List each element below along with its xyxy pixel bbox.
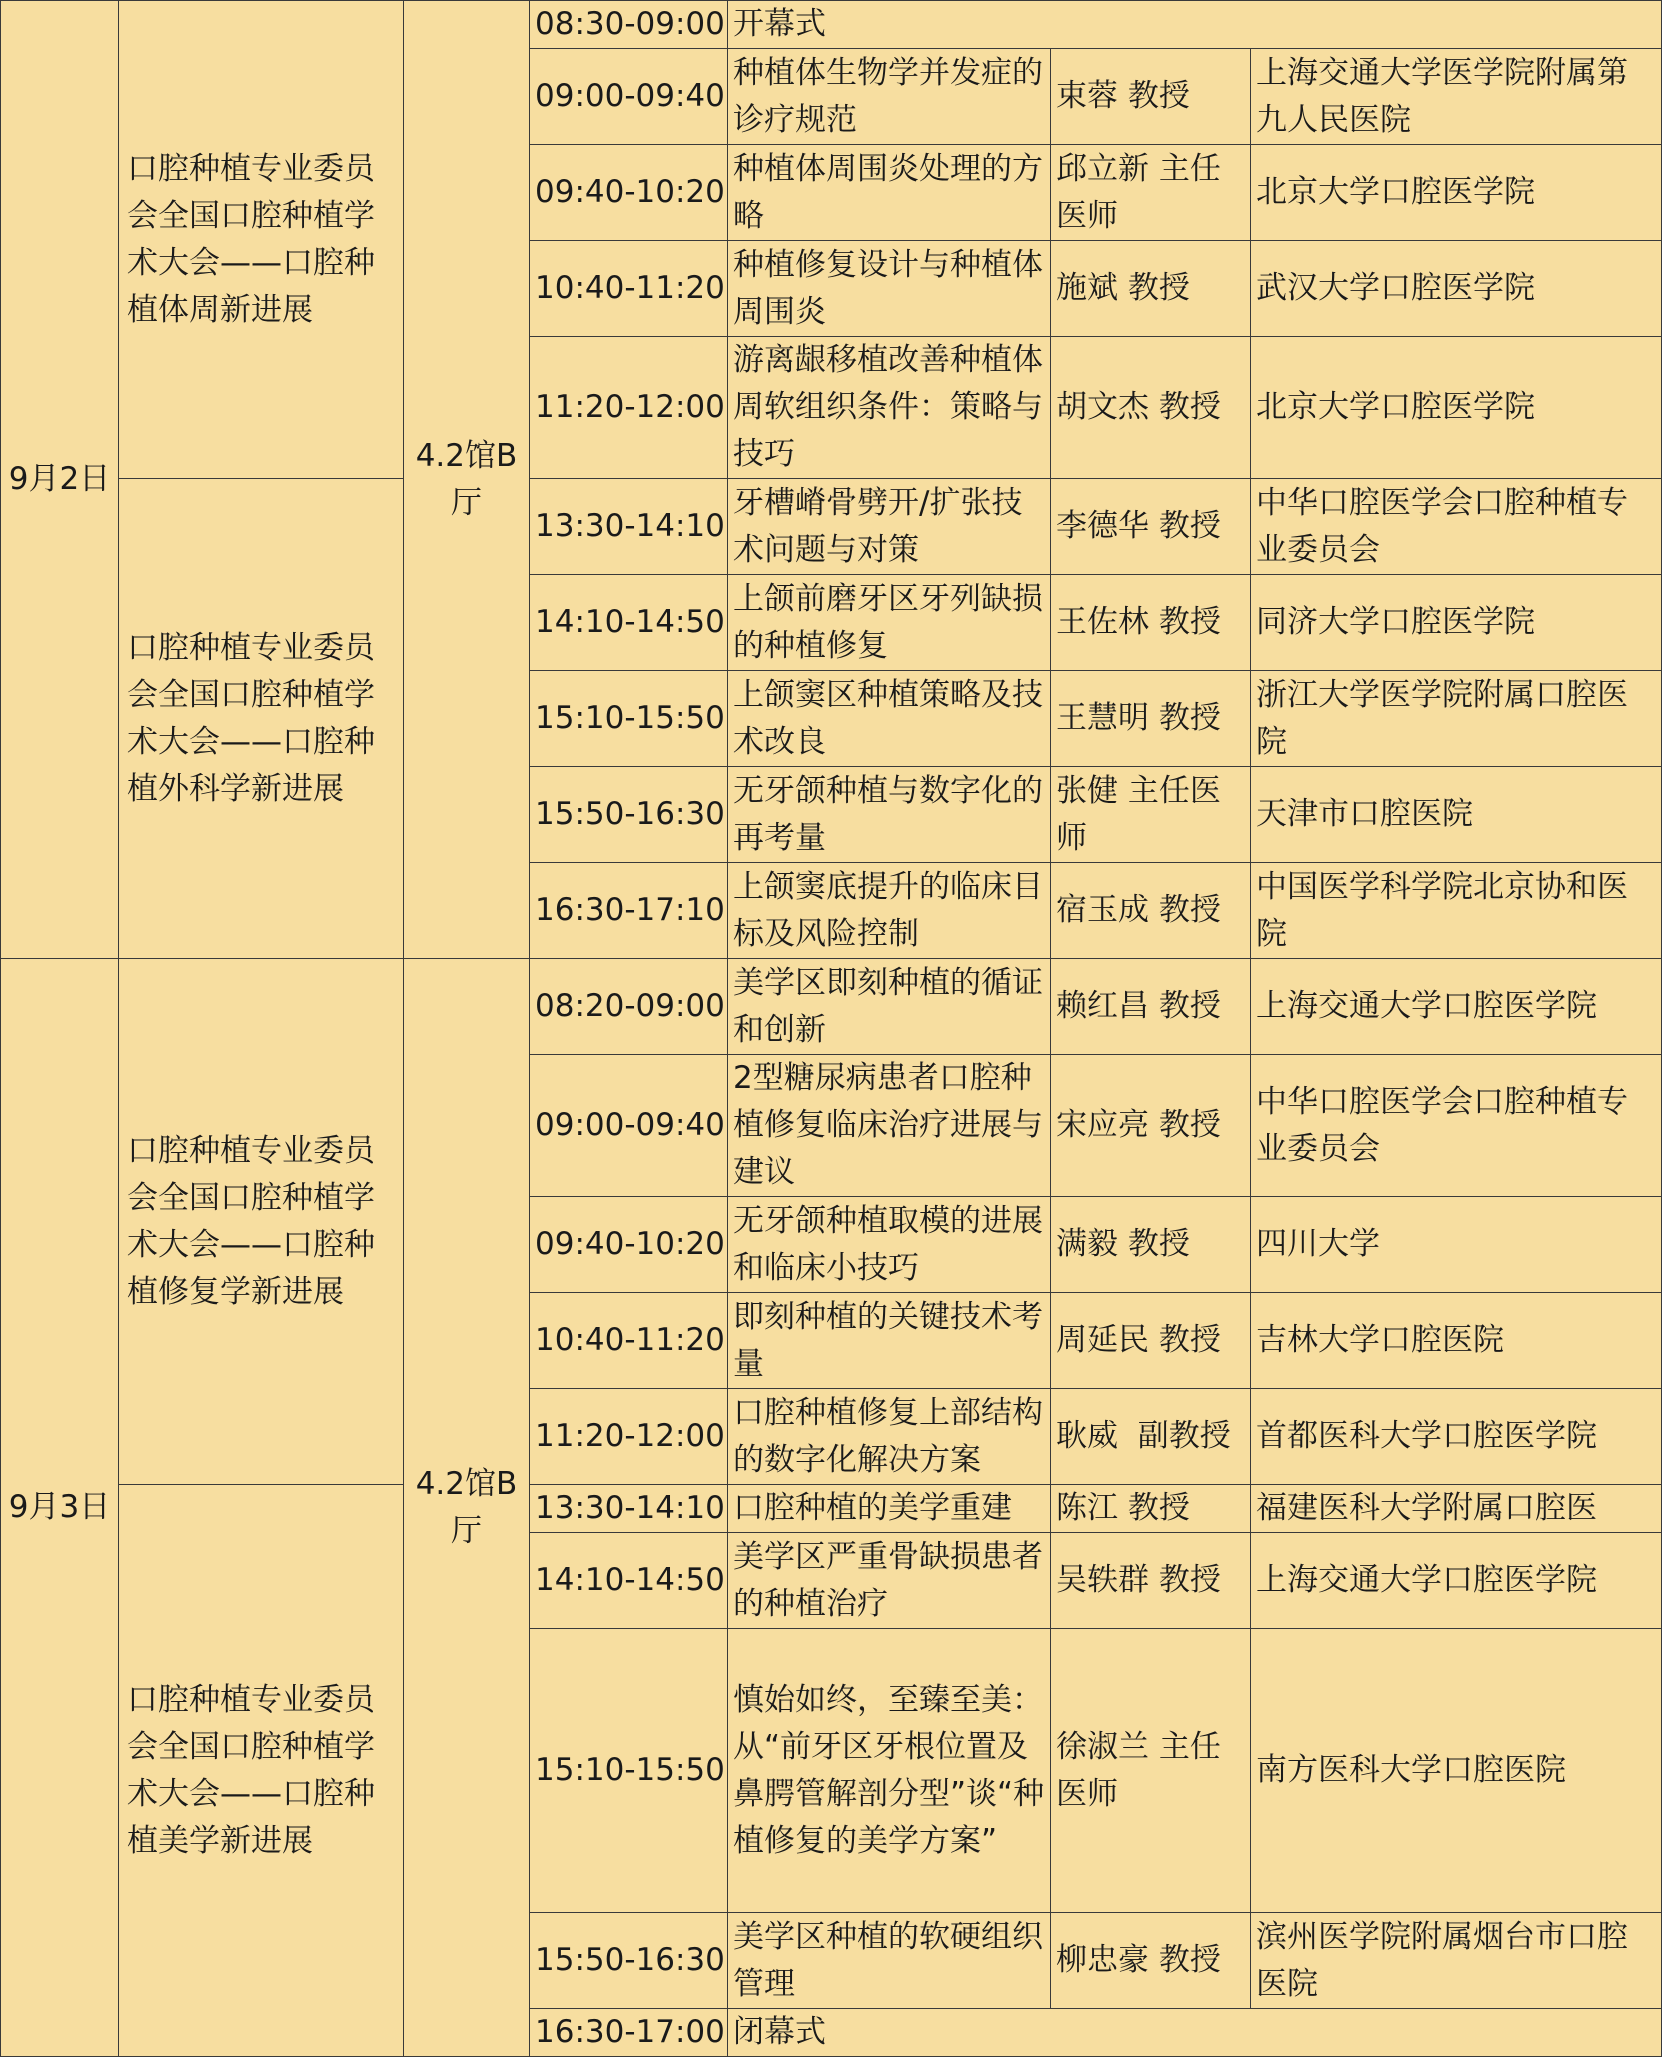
- speaker-name: 柳忠豪 教授: [1051, 1913, 1251, 2009]
- speaker-name: 邱立新 主任医师: [1051, 145, 1251, 241]
- time-slot: 09:40-10:20: [530, 145, 728, 241]
- speaker-name: 宋应亮 教授: [1051, 1055, 1251, 1197]
- ceremony-title: 开幕式: [728, 1, 1662, 49]
- time-slot: 08:30-09:00: [530, 1, 728, 49]
- speaker-name: 宿玉成 教授: [1051, 863, 1251, 959]
- time-slot: 14:10-14:50: [530, 1533, 728, 1629]
- time-slot: 15:50-16:30: [530, 1913, 728, 2009]
- time-slot: 16:30-17:10: [530, 863, 728, 959]
- speaker-name: 王佐林 教授: [1051, 575, 1251, 671]
- time-slot: 15:10-15:50: [530, 671, 728, 767]
- institution-name: 浙江大学医学院附属口腔医院: [1251, 671, 1662, 767]
- time-slot: 15:50-16:30: [530, 767, 728, 863]
- time-slot: 09:40-10:20: [530, 1197, 728, 1293]
- time-slot: 16:30-17:00: [530, 2009, 728, 2057]
- talk-topic: 无牙颌种植与数字化的再考量: [728, 767, 1051, 863]
- talk-topic: 慎始如终，至臻至美：从“前牙区牙根位置及鼻腭管解剖分型”谈“种植修复的美学方案”: [728, 1629, 1051, 1913]
- speaker-name: 李德华 教授: [1051, 479, 1251, 575]
- time-slot: 15:10-15:50: [530, 1629, 728, 1913]
- talk-topic: 美学区严重骨缺损患者的种植治疗: [728, 1533, 1051, 1629]
- time-slot: 14:10-14:50: [530, 575, 728, 671]
- speaker-name: 耿威 副教授: [1051, 1389, 1251, 1485]
- date-cell: 9月2日: [1, 1, 119, 959]
- time-slot: 08:20-09:00: [530, 959, 728, 1055]
- institution-name: 四川大学: [1251, 1197, 1662, 1293]
- talk-topic: 种植修复设计与种植体周围炎: [728, 241, 1051, 337]
- speaker-name: 胡文杰 教授: [1051, 337, 1251, 479]
- time-slot: 11:20-12:00: [530, 337, 728, 479]
- institution-name: 上海交通大学医学院附属第九人民医院: [1251, 49, 1662, 145]
- institution-name: 北京大学口腔医学院: [1251, 145, 1662, 241]
- venue-cell: 4.2馆B厅: [404, 1, 530, 959]
- talk-topic: 游离龈移植改善种植体周软组织条件：策略与技巧: [728, 337, 1051, 479]
- speaker-name: 满毅 教授: [1051, 1197, 1251, 1293]
- speaker-name: 徐淑兰 主任医师: [1051, 1629, 1251, 1913]
- session-title: 口腔种植专业委员会全国口腔种植学术大会——口腔种植外科学新进展: [119, 479, 404, 959]
- session-title: 口腔种植专业委员会全国口腔种植学术大会——口腔种植美学新进展: [119, 1485, 404, 2057]
- time-slot: 10:40-11:20: [530, 1293, 728, 1389]
- session-title: 口腔种植专业委员会全国口腔种植学术大会——口腔种植体周新进展: [119, 1, 404, 479]
- time-slot: 13:30-14:10: [530, 479, 728, 575]
- institution-name: 吉林大学口腔医院: [1251, 1293, 1662, 1389]
- speaker-name: 束蓉 教授: [1051, 49, 1251, 145]
- table-row: [1, 1485, 1662, 1533]
- ceremony-title: 闭幕式: [728, 2009, 1662, 2057]
- institution-name: 滨州医学院附属烟台市口腔医院: [1251, 1913, 1662, 2009]
- speaker-name: 施斌 教授: [1051, 241, 1251, 337]
- time-slot: 09:00-09:40: [530, 1055, 728, 1197]
- talk-topic: 上颌窦区种植策略及技术改良: [728, 671, 1051, 767]
- speaker-name: 张健 主任医师: [1051, 767, 1251, 863]
- institution-name: 南方医科大学口腔医院: [1251, 1629, 1662, 1913]
- table-row: [1, 1, 1662, 49]
- talk-topic: 种植体生物学并发症的诊疗规范: [728, 49, 1051, 145]
- institution-name: 天津市口腔医院: [1251, 767, 1662, 863]
- speaker-name: 周延民 教授: [1051, 1293, 1251, 1389]
- time-slot: 13:30-14:10: [530, 1485, 728, 1533]
- talk-topic: 即刻种植的关键技术考量: [728, 1293, 1051, 1389]
- speaker-name: 赖红昌 教授: [1051, 959, 1251, 1055]
- talk-topic: 美学区种植的软硬组织管理: [728, 1913, 1051, 2009]
- table-row: [1, 959, 1662, 1055]
- institution-name: 上海交通大学口腔医学院: [1251, 959, 1662, 1055]
- talk-topic: 上颌前磨牙区牙列缺损的种植修复: [728, 575, 1051, 671]
- institution-name: 首都医科大学口腔医学院: [1251, 1389, 1662, 1485]
- institution-name: 福建医科大学附属口腔医: [1251, 1485, 1662, 1533]
- venue-cell: 4.2馆B厅: [404, 959, 530, 2057]
- session-title: 口腔种植专业委员会全国口腔种植学术大会——口腔种植修复学新进展: [119, 959, 404, 1485]
- talk-topic: 牙槽嵴骨劈开/扩张技术问题与对策: [728, 479, 1051, 575]
- time-slot: 10:40-11:20: [530, 241, 728, 337]
- institution-name: 中华口腔医学会口腔种植专业委员会: [1251, 479, 1662, 575]
- talk-topic: 口腔种植修复上部结构的数字化解决方案: [728, 1389, 1051, 1485]
- talk-topic: 上颌窦底提升的临床目标及风险控制: [728, 863, 1051, 959]
- institution-name: 中国医学科学院北京协和医院: [1251, 863, 1662, 959]
- institution-name: 中华口腔医学会口腔种植专业委员会: [1251, 1055, 1662, 1197]
- institution-name: 北京大学口腔医学院: [1251, 337, 1662, 479]
- date-cell: 9月3日: [1, 959, 119, 2057]
- speaker-name: 陈江 教授: [1051, 1485, 1251, 1533]
- institution-name: 武汉大学口腔医学院: [1251, 241, 1662, 337]
- talk-topic: 美学区即刻种植的循证和创新: [728, 959, 1051, 1055]
- speaker-name: 王慧明 教授: [1051, 671, 1251, 767]
- institution-name: 上海交通大学口腔医学院: [1251, 1533, 1662, 1629]
- talk-topic: 无牙颌种植取模的进展和临床小技巧: [728, 1197, 1051, 1293]
- speaker-name: 吴轶群 教授: [1051, 1533, 1251, 1629]
- institution-name: 同济大学口腔医学院: [1251, 575, 1662, 671]
- talk-topic: 2型糖尿病患者口腔种植修复临床治疗进展与建议: [728, 1055, 1051, 1197]
- table-row: [1, 479, 1662, 575]
- time-slot: 09:00-09:40: [530, 49, 728, 145]
- talk-topic: 口腔种植的美学重建: [728, 1485, 1051, 1533]
- time-slot: 11:20-12:00: [530, 1389, 728, 1485]
- schedule-body: [1, 1, 1662, 2057]
- talk-topic: 种植体周围炎处理的方略: [728, 145, 1051, 241]
